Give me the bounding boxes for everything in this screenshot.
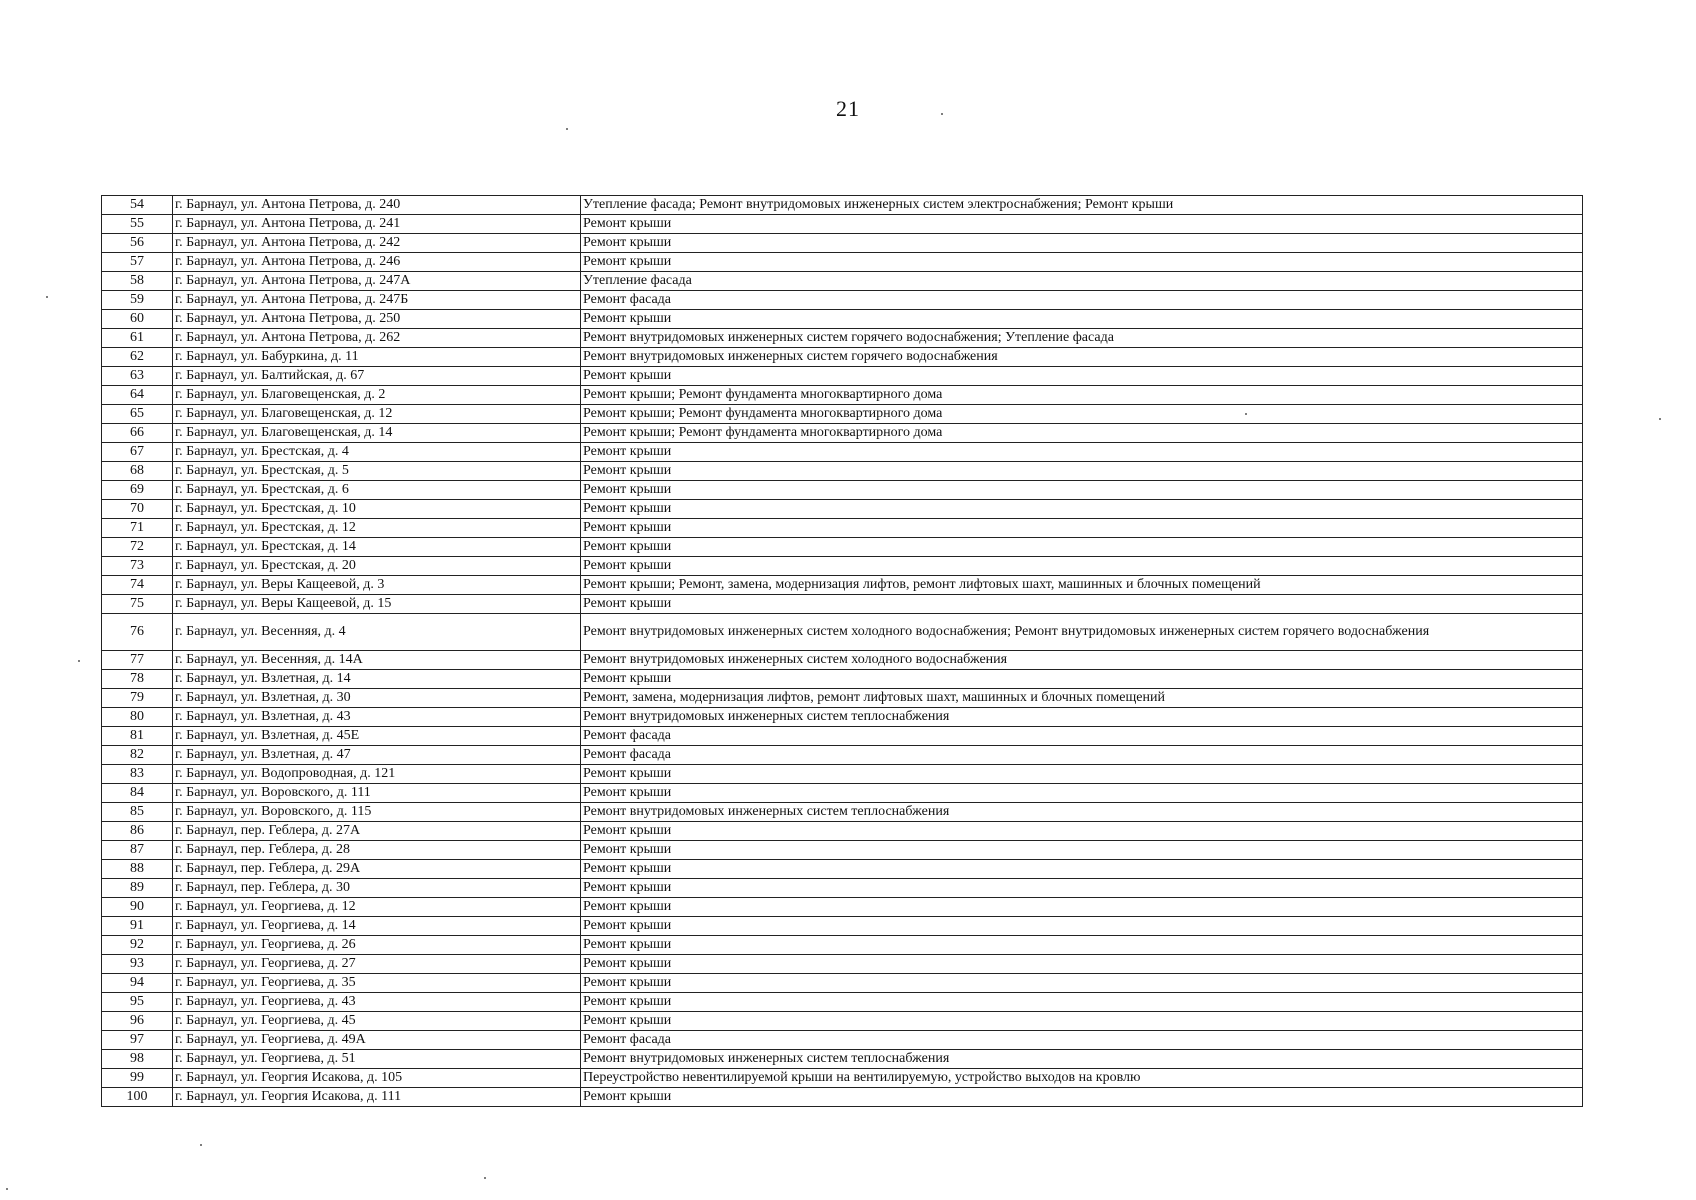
address-cell: г. Барнаул, ул. Взлетная, д. 43	[173, 708, 581, 727]
work-type-cell: Ремонт крыши	[581, 936, 1583, 955]
row-number-cell: 68	[102, 462, 173, 481]
work-type-cell: Ремонт крыши	[581, 443, 1583, 462]
scan-speck	[484, 1177, 486, 1179]
row-number-cell: 61	[102, 329, 173, 348]
table-row	[102, 253, 1583, 272]
row-number-cell: 55	[102, 215, 173, 234]
work-type-cell: Переустройство невентилируемой крыши на вентилируемую, устройство выходов на кровлю	[581, 1069, 1583, 1088]
work-type-cell: Ремонт крыши; Ремонт фундамента многоквартирного дома	[581, 405, 1583, 424]
address-cell: г. Барнаул, ул. Благовещенская, д. 2	[173, 386, 581, 405]
address-cell: г. Барнаул, ул. Георгия Исакова, д. 105	[173, 1069, 581, 1088]
page-number: 21	[836, 96, 860, 121]
address-cell: г. Барнаул, ул. Воровского, д. 111	[173, 784, 581, 803]
work-type-cell: Ремонт фасада	[581, 291, 1583, 310]
row-number-cell: 88	[102, 860, 173, 879]
table-row	[102, 500, 1583, 519]
table-row	[102, 405, 1583, 424]
scan-speck	[78, 660, 80, 662]
work-type-cell: Ремонт крыши	[581, 993, 1583, 1012]
row-number-cell: 91	[102, 917, 173, 936]
work-type-cell: Ремонт фасада	[581, 746, 1583, 765]
table-row	[102, 765, 1583, 784]
row-number-cell: 92	[102, 936, 173, 955]
address-cell: г. Барнаул, ул. Брестская, д. 20	[173, 557, 581, 576]
table-row	[102, 803, 1583, 822]
work-type-cell: Ремонт крыши	[581, 215, 1583, 234]
address-cell: г. Барнаул, ул. Георгиева, д. 27	[173, 955, 581, 974]
row-number-cell: 70	[102, 500, 173, 519]
table-row	[102, 784, 1583, 803]
row-number-cell: 75	[102, 595, 173, 614]
work-type-cell: Ремонт внутридомовых инженерных систем горячего водоснабжения	[581, 348, 1583, 367]
row-number-cell: 62	[102, 348, 173, 367]
address-cell: г. Барнаул, ул. Антона Петрова, д. 247Б	[173, 291, 581, 310]
table-row	[102, 955, 1583, 974]
address-cell: г. Барнаул, ул. Брестская, д. 6	[173, 481, 581, 500]
row-number-cell: 97	[102, 1031, 173, 1050]
row-number-cell: 57	[102, 253, 173, 272]
table-row	[102, 1012, 1583, 1031]
row-number-cell: 99	[102, 1069, 173, 1088]
row-number-cell: 86	[102, 822, 173, 841]
address-cell: г. Барнаул, пер. Геблера, д. 30	[173, 879, 581, 898]
table-row	[102, 481, 1583, 500]
row-number-cell: 58	[102, 272, 173, 291]
work-type-cell: Ремонт, замена, модернизация лифтов, ремонт лифтовых шахт, машинных и блочных помещений	[581, 689, 1583, 708]
work-type-cell: Ремонт крыши	[581, 784, 1583, 803]
table-row	[102, 727, 1583, 746]
row-number-cell: 77	[102, 651, 173, 670]
work-type-cell: Ремонт крыши	[581, 1088, 1583, 1107]
scan-speck	[1659, 418, 1661, 420]
row-number-cell: 95	[102, 993, 173, 1012]
table-row	[102, 689, 1583, 708]
address-cell: г. Барнаул, ул. Благовещенская, д. 14	[173, 424, 581, 443]
work-type-cell: Утепление фасада; Ремонт внутридомовых инженерных систем электроснабжения; Ремонт крыши	[581, 196, 1583, 215]
address-cell: г. Барнаул, ул. Георгиева, д. 26	[173, 936, 581, 955]
table-row	[102, 614, 1583, 651]
table-row	[102, 860, 1583, 879]
row-number-cell: 59	[102, 291, 173, 310]
scan-speck	[200, 1144, 202, 1146]
row-number-cell: 67	[102, 443, 173, 462]
work-type-cell: Ремонт крыши	[581, 841, 1583, 860]
table-row	[102, 595, 1583, 614]
address-cell: г. Барнаул, ул. Антона Петрова, д. 250	[173, 310, 581, 329]
work-type-cell: Ремонт крыши	[581, 519, 1583, 538]
address-cell: г. Барнаул, ул. Брестская, д. 14	[173, 538, 581, 557]
address-cell: г. Барнаул, ул. Брестская, д. 5	[173, 462, 581, 481]
work-type-cell: Ремонт крыши	[581, 557, 1583, 576]
row-number-cell: 87	[102, 841, 173, 860]
row-number-cell: 73	[102, 557, 173, 576]
address-cell: г. Барнаул, ул. Веры Кащеевой, д. 15	[173, 595, 581, 614]
row-number-cell: 80	[102, 708, 173, 727]
table-row	[102, 272, 1583, 291]
table-row	[102, 519, 1583, 538]
work-type-cell: Ремонт внутридомовых инженерных систем теплоснабжения	[581, 1050, 1583, 1069]
table-row	[102, 386, 1583, 405]
table-row	[102, 1050, 1583, 1069]
row-number-cell: 74	[102, 576, 173, 595]
work-type-cell: Ремонт крыши	[581, 481, 1583, 500]
address-cell: г. Барнаул, ул. Антона Петрова, д. 262	[173, 329, 581, 348]
address-cell: г. Барнаул, ул. Антона Петрова, д. 242	[173, 234, 581, 253]
address-cell: г. Барнаул, ул. Антона Петрова, д. 246	[173, 253, 581, 272]
address-cell: г. Барнаул, ул. Георгия Исакова, д. 111	[173, 1088, 581, 1107]
scan-speck	[6, 1188, 8, 1190]
row-number-cell: 64	[102, 386, 173, 405]
address-cell: г. Барнаул, пер. Геблера, д. 29А	[173, 860, 581, 879]
work-type-cell: Ремонт крыши	[581, 765, 1583, 784]
table-row	[102, 196, 1583, 215]
address-cell: г. Барнаул, ул. Георгиева, д. 49А	[173, 1031, 581, 1050]
scan-speck	[46, 296, 48, 298]
table-row	[102, 670, 1583, 689]
work-type-cell: Ремонт крыши; Ремонт, замена, модернизация лифтов, ремонт лифтовых шахт, машинных и блочных помещений	[581, 576, 1583, 595]
address-cell: г. Барнаул, ул. Взлетная, д. 47	[173, 746, 581, 765]
row-number-cell: 56	[102, 234, 173, 253]
work-type-cell: Ремонт внутридомовых инженерных систем горячего водоснабжения; Утепление фасада	[581, 329, 1583, 348]
row-number-cell: 98	[102, 1050, 173, 1069]
work-type-cell: Ремонт крыши	[581, 822, 1583, 841]
work-type-cell: Ремонт крыши	[581, 974, 1583, 993]
address-cell: г. Барнаул, пер. Геблера, д. 28	[173, 841, 581, 860]
table-row	[102, 310, 1583, 329]
row-number-cell: 65	[102, 405, 173, 424]
table-row	[102, 329, 1583, 348]
row-number-cell: 82	[102, 746, 173, 765]
address-cell: г. Барнаул, ул. Веры Кащеевой, д. 3	[173, 576, 581, 595]
address-cell: г. Барнаул, ул. Георгиева, д. 35	[173, 974, 581, 993]
row-number-cell: 89	[102, 879, 173, 898]
address-cell: г. Барнаул, ул. Брестская, д. 4	[173, 443, 581, 462]
row-number-cell: 85	[102, 803, 173, 822]
table-row	[102, 348, 1583, 367]
table-row	[102, 443, 1583, 462]
table-row	[102, 557, 1583, 576]
work-type-cell: Ремонт крыши; Ремонт фундамента многоквартирного дома	[581, 386, 1583, 405]
row-number-cell: 83	[102, 765, 173, 784]
address-cell: г. Барнаул, ул. Водопроводная, д. 121	[173, 765, 581, 784]
work-type-cell: Ремонт крыши	[581, 595, 1583, 614]
work-type-cell: Ремонт крыши	[581, 367, 1583, 386]
scan-speck	[1245, 413, 1247, 415]
work-type-cell: Ремонт крыши	[581, 955, 1583, 974]
row-number-cell: 72	[102, 538, 173, 557]
address-cell: г. Барнаул, ул. Воровского, д. 115	[173, 803, 581, 822]
row-number-cell: 84	[102, 784, 173, 803]
scan-speck	[566, 128, 568, 130]
row-number-cell: 76	[102, 614, 173, 651]
row-number-cell: 69	[102, 481, 173, 500]
table-row	[102, 462, 1583, 481]
work-type-cell: Ремонт крыши	[581, 898, 1583, 917]
table-row	[102, 936, 1583, 955]
address-cell: г. Барнаул, ул. Антона Петрова, д. 247А	[173, 272, 581, 291]
address-cell: г. Барнаул, ул. Брестская, д. 12	[173, 519, 581, 538]
address-cell: г. Барнаул, ул. Весенняя, д. 14А	[173, 651, 581, 670]
address-cell: г. Барнаул, ул. Георгиева, д. 51	[173, 1050, 581, 1069]
address-cell: г. Барнаул, ул. Георгиева, д. 45	[173, 1012, 581, 1031]
address-cell: г. Барнаул, пер. Геблера, д. 27А	[173, 822, 581, 841]
row-number-cell: 60	[102, 310, 173, 329]
scan-speck	[941, 113, 943, 115]
table-row	[102, 917, 1583, 936]
table-row	[102, 898, 1583, 917]
row-number-cell: 81	[102, 727, 173, 746]
table-row	[102, 424, 1583, 443]
row-number-cell: 100	[102, 1088, 173, 1107]
table-row	[102, 841, 1583, 860]
row-number-cell: 54	[102, 196, 173, 215]
work-type-cell: Ремонт крыши	[581, 860, 1583, 879]
row-number-cell: 66	[102, 424, 173, 443]
work-type-cell: Ремонт фасада	[581, 1031, 1583, 1050]
address-cell: г. Барнаул, ул. Весенняя, д. 4	[173, 614, 581, 651]
work-type-cell: Ремонт крыши	[581, 500, 1583, 519]
work-type-cell: Ремонт крыши	[581, 310, 1583, 329]
table-row	[102, 651, 1583, 670]
work-type-cell: Ремонт внутридомовых инженерных систем теплоснабжения	[581, 803, 1583, 822]
work-type-cell: Утепление фасада	[581, 272, 1583, 291]
row-number-cell: 63	[102, 367, 173, 386]
table-row	[102, 1069, 1583, 1088]
table-row	[102, 234, 1583, 253]
work-type-cell: Ремонт крыши	[581, 670, 1583, 689]
table-row	[102, 1031, 1583, 1050]
row-number-cell: 94	[102, 974, 173, 993]
work-type-cell: Ремонт внутридомовых инженерных систем холодного водоснабжения	[581, 651, 1583, 670]
row-number-cell: 79	[102, 689, 173, 708]
work-type-cell: Ремонт внутридомовых инженерных систем теплоснабжения	[581, 708, 1583, 727]
address-cell: г. Барнаул, ул. Бабуркина, д. 11	[173, 348, 581, 367]
address-cell: г. Барнаул, ул. Георгиева, д. 14	[173, 917, 581, 936]
repair-schedule-table	[101, 195, 1583, 1107]
address-cell: г. Барнаул, ул. Благовещенская, д. 12	[173, 405, 581, 424]
table-row	[102, 879, 1583, 898]
table-row	[102, 367, 1583, 386]
address-cell: г. Барнаул, ул. Георгиева, д. 43	[173, 993, 581, 1012]
work-type-cell: Ремонт крыши	[581, 538, 1583, 557]
table-body	[102, 196, 1583, 1107]
table-row	[102, 974, 1583, 993]
table-row	[102, 746, 1583, 765]
table-row	[102, 708, 1583, 727]
work-type-cell: Ремонт крыши	[581, 879, 1583, 898]
table-row	[102, 1088, 1583, 1107]
table-row	[102, 993, 1583, 1012]
work-type-cell: Ремонт крыши; Ремонт фундамента многоквартирного дома	[581, 424, 1583, 443]
row-number-cell: 90	[102, 898, 173, 917]
address-cell: г. Барнаул, ул. Взлетная, д. 14	[173, 670, 581, 689]
address-cell: г. Барнаул, ул. Брестская, д. 10	[173, 500, 581, 519]
work-type-cell: Ремонт крыши	[581, 253, 1583, 272]
table-row	[102, 576, 1583, 595]
work-type-cell: Ремонт крыши	[581, 1012, 1583, 1031]
address-cell: г. Барнаул, ул. Георгиева, д. 12	[173, 898, 581, 917]
table-row	[102, 215, 1583, 234]
address-cell: г. Барнаул, ул. Балтийская, д. 67	[173, 367, 581, 386]
work-type-cell: Ремонт крыши	[581, 917, 1583, 936]
work-type-cell: Ремонт внутридомовых инженерных систем холодного водоснабжения; Ремонт внутридомовых инженерных систем горячего водоснабжения	[581, 614, 1583, 651]
work-type-cell: Ремонт крыши	[581, 462, 1583, 481]
table-row	[102, 538, 1583, 557]
table-row	[102, 822, 1583, 841]
row-number-cell: 78	[102, 670, 173, 689]
address-cell: г. Барнаул, ул. Антона Петрова, д. 241	[173, 215, 581, 234]
row-number-cell: 71	[102, 519, 173, 538]
work-type-cell: Ремонт фасада	[581, 727, 1583, 746]
work-type-cell: Ремонт крыши	[581, 234, 1583, 253]
row-number-cell: 96	[102, 1012, 173, 1031]
address-cell: г. Барнаул, ул. Антона Петрова, д. 240	[173, 196, 581, 215]
row-number-cell: 93	[102, 955, 173, 974]
address-cell: г. Барнаул, ул. Взлетная, д. 30	[173, 689, 581, 708]
address-cell: г. Барнаул, ул. Взлетная, д. 45Е	[173, 727, 581, 746]
table-row	[102, 291, 1583, 310]
